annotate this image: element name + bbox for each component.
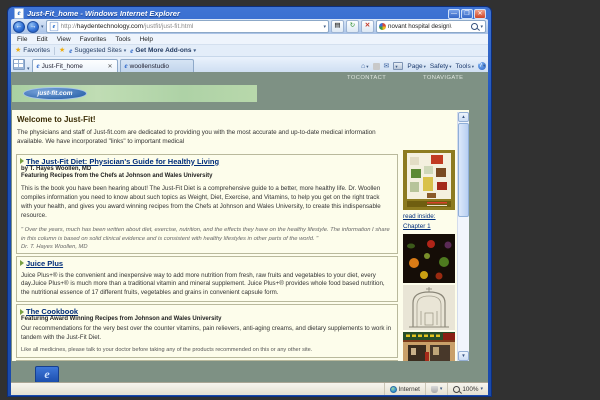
read-mail-icon[interactable]: ✉	[383, 62, 390, 70]
menu-view[interactable]: View	[56, 35, 71, 43]
tools-menu-button[interactable]: Tools ▾	[456, 63, 474, 70]
tocontact-link[interactable]: TOCONTACT	[347, 75, 387, 81]
zone-label: Internet	[398, 385, 420, 393]
menu-bar	[11, 34, 488, 45]
corner-market-image[interactable]	[403, 332, 455, 361]
scroll-down-arrow[interactable]: ▼	[458, 351, 469, 361]
favorites-bar	[11, 45, 488, 57]
refresh-button[interactable]: ↻	[346, 20, 359, 33]
tonavigate-link[interactable]: TONAVIGATE	[423, 75, 464, 81]
zoom-control[interactable]	[447, 383, 488, 395]
back-button[interactable]: ←	[13, 21, 25, 33]
site-logo[interactable]: just-fit.com	[23, 87, 87, 100]
menu-help[interactable]: Help	[139, 35, 153, 43]
content-panel	[12, 110, 469, 361]
tab-favicon: e	[124, 62, 128, 70]
tab-bar	[11, 57, 488, 72]
juice-plus-image[interactable]	[403, 234, 455, 283]
window-title: Just-Fit_home - Windows Internet Explorer	[27, 9, 180, 18]
site-banner	[12, 85, 257, 102]
divider	[54, 47, 55, 55]
cookbook-link[interactable]: The Cookbook	[26, 307, 79, 317]
byline: by T. Hayes Woollen, MD	[21, 165, 92, 172]
stop-button[interactable]: ✕	[361, 20, 374, 33]
home-button[interactable]: ⌂ ▾	[361, 63, 369, 70]
url-text: http://haydentechnology.com/justfit/just-fit.html	[60, 23, 194, 30]
scrollbar-thumb[interactable]	[458, 123, 469, 217]
section-corner-market	[16, 360, 398, 361]
zoom-level: 100%	[462, 385, 479, 393]
search-dropdown-caret[interactable]: ▾	[480, 23, 483, 30]
section-body: Juice Plus+® is the convenient and inexpensive way to add more nutrition from fresh, raw fruits and vegetables to your diet, every day.Juice Plus+® is much more than a traditional vitamin and mineral supplement. Juice Plus+® provides whole food based nutrition, the nutritional essence of 17 different fruits, vegetables and grains in convenient capsule form.	[21, 271, 385, 297]
security-zone-cell	[384, 383, 425, 395]
internet-zone-icon	[390, 386, 397, 393]
search-query-text: novant hospital design\	[388, 23, 452, 30]
juice-plus-link[interactable]: Juice Plus	[26, 258, 64, 268]
bullet-arrow-icon	[20, 260, 24, 266]
read-inside-link[interactable]: read inside:	[403, 213, 436, 220]
cookbook-sketch-image[interactable]	[403, 285, 455, 330]
address-bar-row	[11, 19, 488, 34]
justfit-diet-link[interactable]: The Just-Fit Diet: Physician's Guide for Healthy Living	[26, 156, 220, 166]
page-title: Welcome to Just-Fit!	[17, 115, 96, 124]
quote-attribution: Dr. T. Hayes Woollen, MD	[21, 243, 88, 250]
featuring-line: Featuring Recipes from the Chefs at Johnson and Wales University	[21, 173, 213, 180]
get-addons-button[interactable]: e Get More Add-ons ▾	[130, 46, 196, 55]
close-button[interactable]: ✕	[474, 9, 486, 19]
protected-mode-icon	[431, 386, 438, 393]
bullet-arrow-icon	[20, 158, 24, 164]
maximize-button[interactable]: ❐	[461, 9, 473, 19]
menu-tools[interactable]: Tools	[115, 35, 131, 43]
address-dropdown-caret[interactable]: ▾	[323, 23, 326, 30]
zoom-icon	[453, 386, 460, 393]
search-provider-icon	[379, 23, 386, 30]
content-scrollbar[interactable]	[457, 112, 469, 361]
image-sidebar	[403, 112, 457, 361]
search-icon[interactable]	[471, 23, 478, 30]
help-icon[interactable]: ? ▾	[478, 62, 486, 70]
dropdown-caret: ▾	[480, 386, 483, 392]
tab-favicon: e	[36, 62, 40, 70]
favorites-button[interactable]: ★ Favorites	[15, 47, 51, 54]
site-page-icon: e	[49, 22, 58, 31]
menu-edit[interactable]: Edit	[36, 35, 48, 43]
tab-close-icon[interactable]: ✕	[107, 63, 113, 70]
feeds-icon[interactable]	[373, 63, 380, 70]
featuring-line: Featuring Award Winning Recipes from Johnson and Wales University	[21, 316, 222, 323]
dropdown-caret: ▾	[123, 47, 127, 54]
safety-menu-button[interactable]: Safety ▾	[430, 63, 452, 70]
forward-button[interactable]: →	[27, 21, 39, 33]
page-viewport	[11, 72, 488, 382]
dropdown-caret: ▾	[439, 386, 443, 392]
bullet-arrow-icon	[20, 309, 24, 315]
main-content-column	[16, 112, 403, 361]
section-justfit-diet	[16, 154, 398, 254]
print-button[interactable]	[393, 62, 403, 70]
page-menu-button[interactable]: Page ▾	[407, 63, 425, 70]
section-body: Our recommendations for the very best over the counter vitamins, pain relievers, anti-aging creams, and dietary supplements to work in tandem with the Just-Fit Diet.	[21, 324, 392, 341]
history-dropdown-caret[interactable]: ▾	[41, 23, 44, 30]
dropdown-caret: ▾	[193, 47, 196, 54]
book-cover-image[interactable]	[403, 150, 455, 210]
section-body: This is the book you have been hearing about! The Just-Fit Diet is a comprehensive guide to a better, more healthy life. Dr. Woollen compiles information you need to know about such topics as Weight, Diet, Exercise, and Vitamins, to help you get on the right track with your health, and gives you award winning recipes from the Chefs at Johnson and Wales University, to create this indispensable resource.	[21, 185, 381, 219]
intro-paragraph: The physicians and staff of Just-fit.com are dedicated to providing you with the most accurate and up-to-date medical information available. We have incorporated "links" to important medical	[17, 129, 376, 145]
medical-disclaimer: Like all medicines, please talk to your doctor before taking any of the products recommended on this or any other site.	[21, 347, 313, 354]
add-favorite-icon[interactable]: ★	[59, 47, 66, 54]
search-input[interactable]	[376, 20, 486, 33]
doctor-quote: " Over the years, much has been written about diet, exercise, nutrition, and the effects they have on the healthy lifestyle. The information I share in this column is based on solid clinical evidence and is consistent with healthy lifestyles in other parts of the world. "	[21, 227, 390, 242]
ie-icon: e	[69, 46, 73, 55]
protected-mode-cell[interactable]	[425, 383, 448, 395]
scroll-up-arrow[interactable]: ▲	[458, 112, 469, 122]
tab-woollenstudio[interactable]: e woollenstudio	[120, 59, 194, 72]
section-cookbook	[16, 304, 398, 358]
address-input[interactable]	[46, 20, 329, 33]
suggested-sites-button[interactable]: e Suggested Sites ▾	[69, 46, 127, 55]
favorites-star-icon: ★	[15, 47, 22, 54]
ie-page-icon: e	[14, 8, 24, 19]
status-bar	[11, 382, 488, 395]
quick-tabs-icon[interactable]	[13, 59, 25, 70]
menu-file[interactable]: File	[17, 35, 28, 43]
compatibility-view-button[interactable]: ▤	[331, 20, 344, 33]
section-juice-plus	[16, 256, 398, 302]
chapter-1-link[interactable]: Chapter 1	[403, 223, 431, 230]
tab-justfit-home[interactable]: e Just-Fit_home ✕	[32, 59, 118, 72]
command-bar	[361, 62, 486, 72]
ie-icon: e	[130, 46, 134, 55]
browser-window	[8, 7, 491, 396]
title-bar	[11, 7, 488, 19]
minimize-button[interactable]: —	[448, 9, 460, 19]
menu-favorites[interactable]: Favorites	[79, 35, 107, 43]
tab-list-caret[interactable]: ▾	[27, 66, 30, 72]
ie-footer-logo: e	[35, 366, 59, 382]
